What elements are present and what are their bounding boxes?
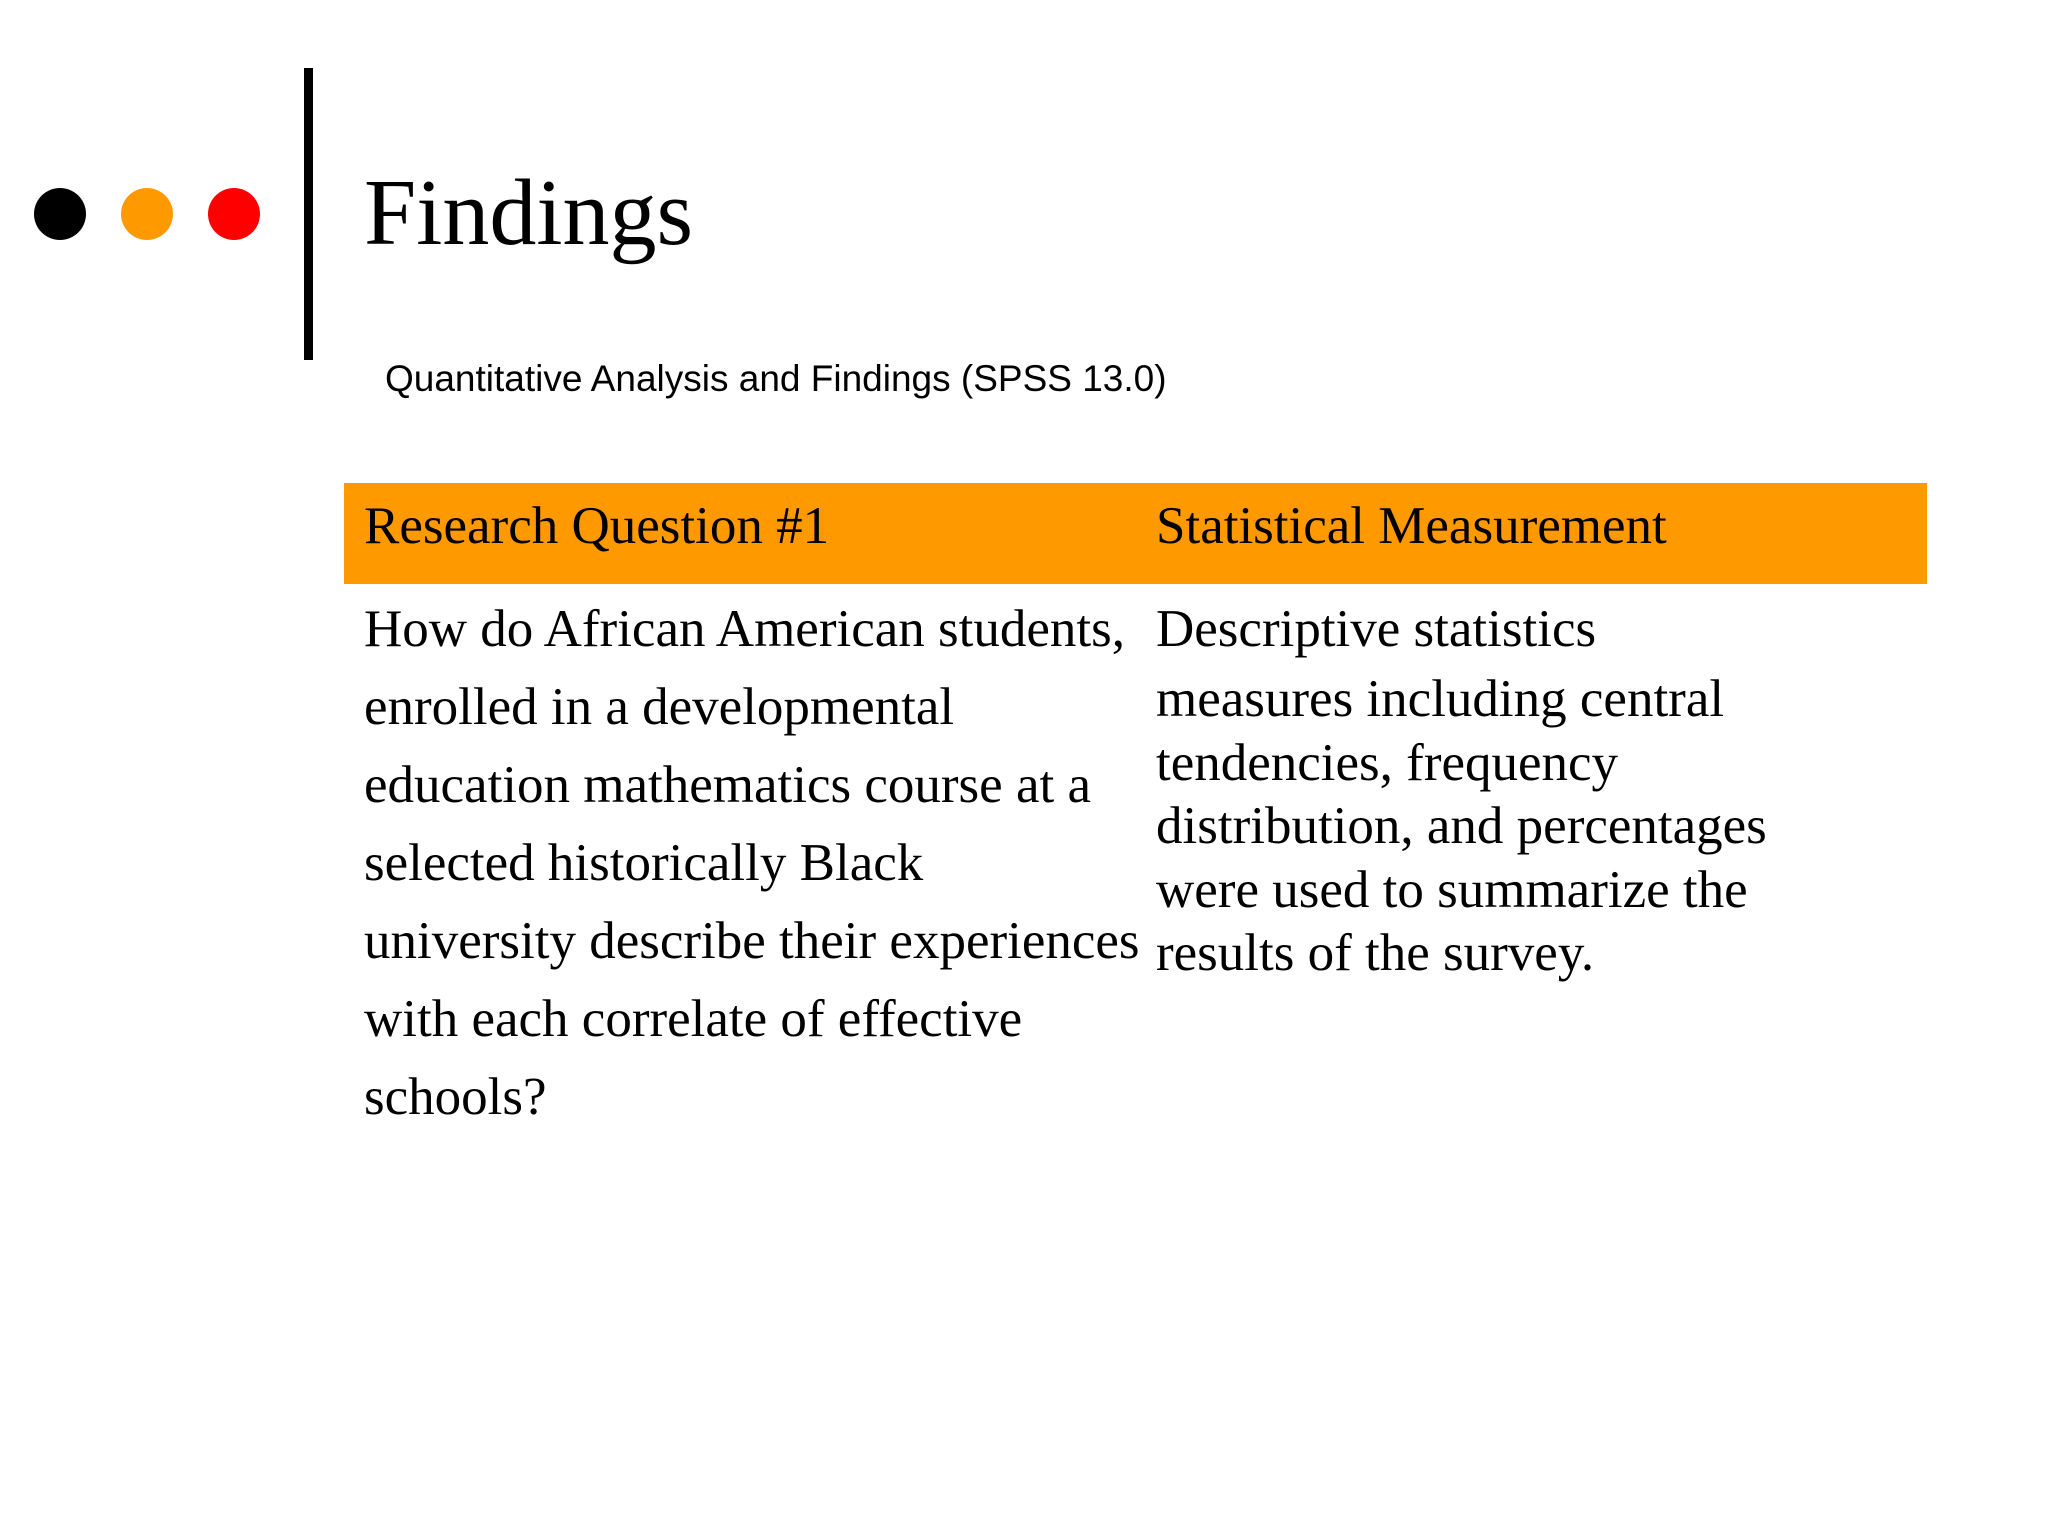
title-divider (304, 68, 313, 360)
table-header-statistical-measurement: Statistical Measurement (1156, 497, 1667, 555)
measurement-lead-text: Descriptive statistics (1156, 600, 1597, 658)
table-header-research-question: Research Question #1 (364, 497, 830, 555)
red-dot-icon (208, 188, 260, 240)
statistical-measurement-text (1156, 590, 1876, 986)
slide-title: Findings (364, 161, 694, 265)
measurement-detail-text: measures including central tendencies, frequency distribution, and percentages were used to summarize the results of the survey. (1156, 670, 1767, 982)
black-dot-icon (34, 188, 86, 240)
slide-subtitle: Quantitative Analysis and Findings (SPSS 13.0) (385, 358, 1167, 399)
orange-dot-icon (121, 188, 173, 240)
research-question-text: How do African American students, enrolled in a developmental education mathematics course at a selected historically Black university describe their experiences with each correlate of effective schools? (364, 600, 1140, 1126)
